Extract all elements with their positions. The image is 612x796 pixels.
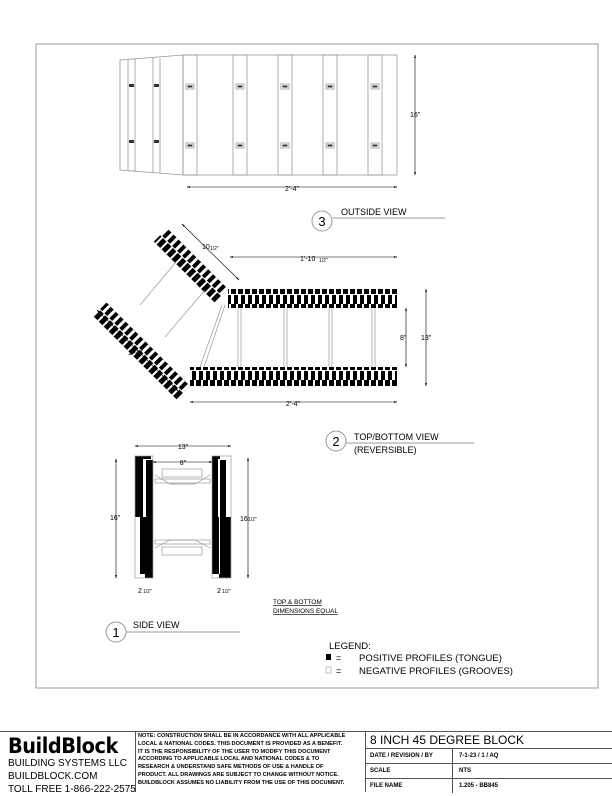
side-height-left-dim: 16" <box>110 515 121 522</box>
drawing-title: 8 INCH 45 DEGREE BLOCK <box>366 731 612 749</box>
clip-mark <box>154 140 159 143</box>
info-value: NTS <box>459 768 471 774</box>
info-row-date <box>366 749 612 764</box>
view-number: 2 <box>332 434 340 449</box>
legend-equals: = <box>336 666 342 676</box>
legend <box>326 641 513 677</box>
company-website: BUILDBLOCK.COM <box>8 771 98 782</box>
note-line: IT IS THE RESPONSIBILITY OF THE USER TO MODIFY THIS DOCUMENT <box>138 748 331 755</box>
straight-dim-frac: 1/2" <box>319 258 328 264</box>
dimension-note: DIMENSIONS EQUAL <box>273 608 339 615</box>
straight-dim: 1'-10 <box>300 256 316 263</box>
legend-swatch-tongue <box>326 654 331 660</box>
arm-short-dim: 10 <box>202 244 210 251</box>
side-inner-dim: 8" <box>179 460 187 467</box>
view-title-side: SIDE VIEW <box>133 620 180 630</box>
info-key: FILE NAME <box>366 779 453 793</box>
info-value: 1.205 - BB845 <box>459 783 499 789</box>
dimension-note: TOP & BOTTOM <box>273 599 322 606</box>
note-line: NOTE: CONSTRUCTION SHALL BE IN ACCORDANCE WITH ALL APPLICABLE <box>138 733 346 739</box>
company-phone: TOLL FREE 1-866-222-2575 <box>8 784 136 795</box>
side-view-drawing <box>135 456 231 578</box>
top-inner-dim: 8" <box>400 335 407 342</box>
side-height-right-frac: 1/2" <box>248 517 257 523</box>
view-title-top: TOP/BOTTOM VIEW <box>354 432 439 442</box>
disclaimer-note <box>138 733 366 788</box>
note-line: PRODUCT. ALL DRAWINGS ARE SUBJECT TO CHANGE WITHOUT NOTICE. <box>138 771 339 778</box>
web-post <box>368 55 382 175</box>
drawing-info <box>366 731 612 792</box>
note-line: LOCAL & NATIONAL CODES. THIS DOCUMENT IS PROVIDED AS A BENEFIT. <box>138 740 343 747</box>
web-post <box>323 55 337 175</box>
view-subtitle-top: (REVERSIBLE) <box>354 445 417 455</box>
view-number: 1 <box>112 625 120 640</box>
outside-view-drawing <box>120 55 397 175</box>
outside-height-dim: 16" <box>410 112 421 119</box>
company-info <box>8 735 136 796</box>
side-height-right-dim: 16 <box>240 516 248 523</box>
side-wall-right-frac: 1/2" <box>222 589 231 595</box>
note-line: ACCORDING TO APPLICABLE LOCAL AND NATIONAL CODES & TO <box>138 756 320 763</box>
company-name: BUILDING SYSTEMS LLC <box>8 758 127 769</box>
note-line: BUILDBLOCK ASSUMES NO LIABILITY FROM THE USE OF THIS DOCUMENT. <box>138 779 345 786</box>
legend-title: LEGEND: <box>329 641 371 652</box>
side-wall-right-dim: 2 <box>217 588 221 595</box>
clip-mark <box>129 84 134 87</box>
arm-short-dim-frac: 1/2" <box>210 246 219 252</box>
outside-length-dim: 2'-4" <box>285 186 299 193</box>
top-view-drawing <box>93 228 397 399</box>
legend-label-groove: NEGATIVE PROFILES (GROOVES) <box>359 666 513 677</box>
clip-mark <box>129 140 134 143</box>
outside-dimensions <box>187 55 415 187</box>
top-outer-dim: 13" <box>421 335 432 342</box>
info-row-file <box>366 779 612 793</box>
arm-long-dim: 1'-4" <box>128 350 142 357</box>
legend-swatch-groove <box>326 667 331 673</box>
side-width-dim: 13" <box>177 444 189 451</box>
info-value: 7-1-23 / 1 / AQ <box>459 753 499 759</box>
web-post <box>183 55 197 175</box>
info-row-scale <box>366 764 612 779</box>
web-post <box>233 55 247 175</box>
info-key: SCALE <box>366 764 453 778</box>
note-line: RESEARCH & UNDERSTAND SAFE METHODS OF USE & HANDLE OF <box>138 764 324 771</box>
side-wall-left-frac: 1/2" <box>143 589 152 595</box>
brand-logo: BuildBlock <box>8 734 118 758</box>
legend-label-tongue: POSITIVE PROFILES (TONGUE) <box>359 653 502 664</box>
clip-mark <box>154 84 159 87</box>
info-key: DATE / REVISION / BY <box>366 749 453 763</box>
side-wall-left-dim: 2 <box>138 588 142 595</box>
web-post <box>278 55 292 175</box>
top-length-dim: 2'-4" <box>286 401 300 408</box>
view-number: 3 <box>318 214 326 229</box>
view-title-outside: OUTSIDE VIEW <box>341 207 407 217</box>
legend-equals: = <box>336 653 342 663</box>
